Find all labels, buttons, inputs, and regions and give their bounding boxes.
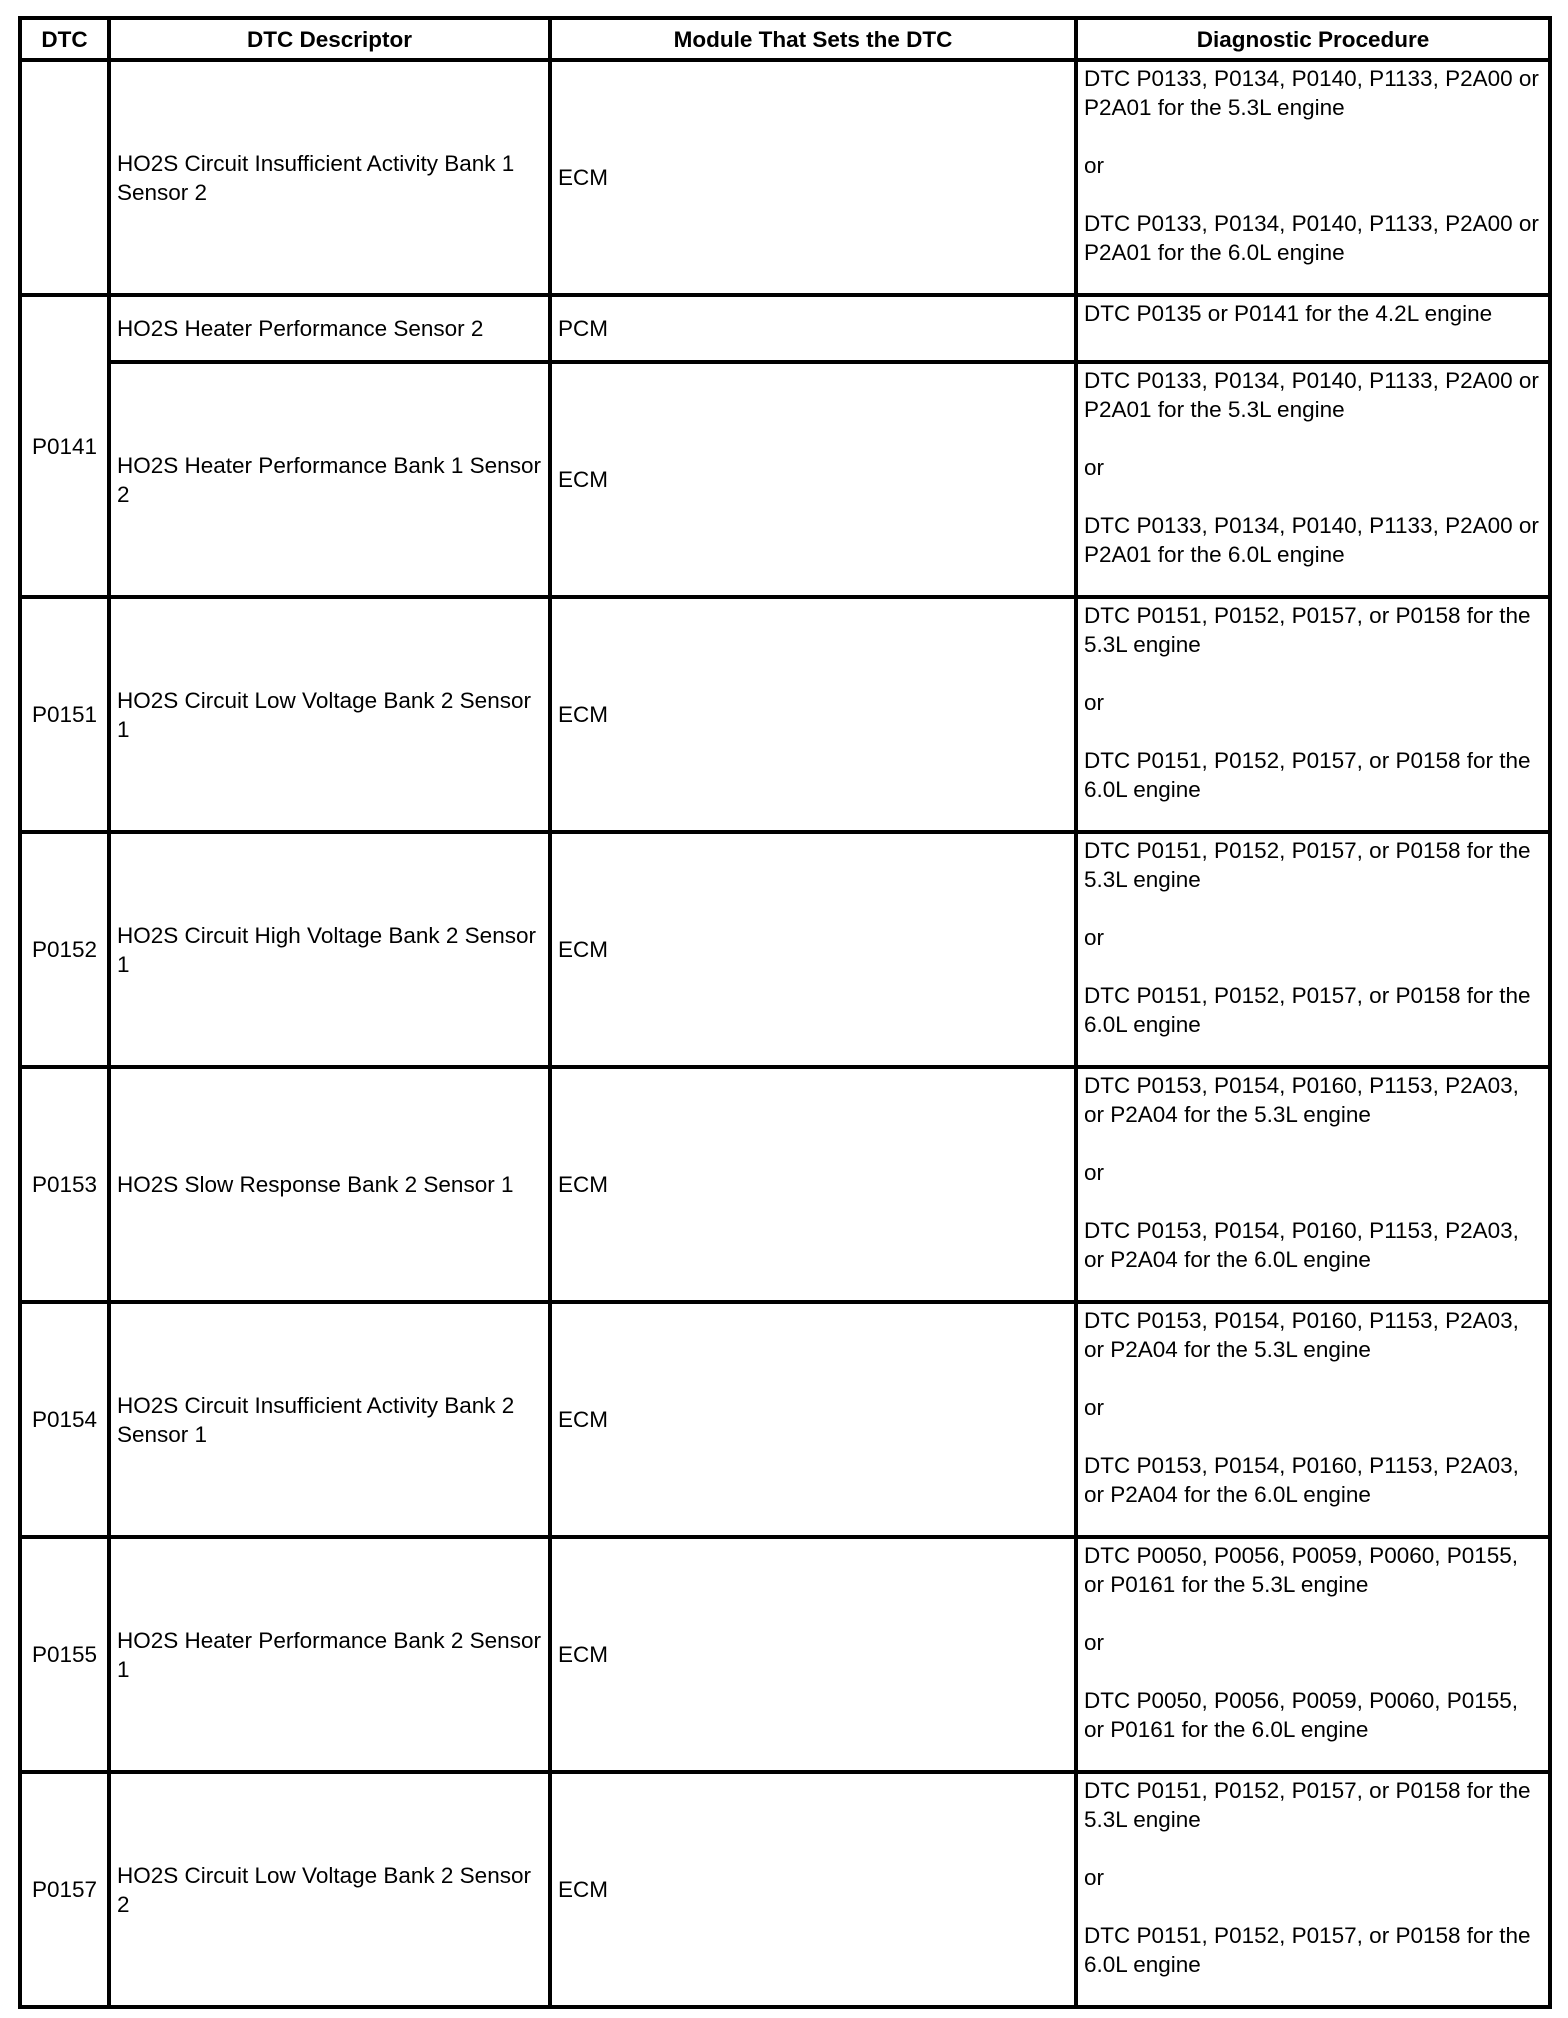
- procedure-alternate: DTC P0133, P0134, P0140, P1133, P2A00 or P2A01 for the 6.0L engine: [1084, 513, 1539, 567]
- procedure-alternate: DTC P0151, P0152, P0157, or P0158 for the 6.0L engine: [1084, 983, 1531, 1037]
- procedure-primary: DTC P0153, P0154, P0160, P1153, P2A03, or P2A04 for the 5.3L engine: [1084, 1308, 1519, 1362]
- procedure-primary: DTC P0151, P0152, P0157, or P0158 for the 5.3L engine: [1084, 603, 1531, 657]
- dtc-code: P0154: [20, 1302, 109, 1537]
- module-cell: ECM: [550, 1537, 1076, 1772]
- table-row: [20, 1772, 1550, 2007]
- dtc-code: P0141: [20, 295, 109, 597]
- module-cell: ECM: [550, 1067, 1076, 1302]
- procedure-primary: DTC P0151, P0152, P0157, or P0158 for the 5.3L engine: [1084, 1778, 1531, 1832]
- procedure-primary: DTC P0153, P0154, P0160, P1153, P2A03, or P2A04 for the 5.3L engine: [1084, 1073, 1519, 1127]
- procedure-or: or: [1084, 1395, 1105, 1420]
- module-cell: ECM: [550, 597, 1076, 832]
- procedure-alternate: DTC P0050, P0056, P0059, P0060, P0155, or P0161 for the 6.0L engine: [1084, 1688, 1519, 1742]
- dtc-code: P0152: [20, 832, 109, 1067]
- procedure-primary: DTC P0133, P0134, P0140, P1133, P2A00 or P2A01 for the 5.3L engine: [1084, 368, 1539, 422]
- dtc-code: P0155: [20, 1537, 109, 1772]
- procedure-alternate: DTC P0153, P0154, P0160, P1153, P2A03, or P2A04 for the 6.0L engine: [1084, 1453, 1519, 1507]
- diagnostic-procedure: [1076, 832, 1550, 1067]
- module-cell: ECM: [550, 362, 1076, 597]
- dtc-descriptor: HO2S Circuit Low Voltage Bank 2 Sensor 1: [109, 597, 550, 832]
- dtc-descriptor: HO2S Circuit Insufficient Activity Bank 2 Sensor 1: [109, 1302, 550, 1537]
- procedure-or: or: [1084, 1630, 1105, 1655]
- dtc-table: [18, 16, 1552, 2009]
- dtc-code: P0153: [20, 1067, 109, 1302]
- procedure-primary: DTC P0133, P0134, P0140, P1133, P2A00 or P2A01 for the 5.3L engine: [1084, 66, 1539, 120]
- diagnostic-procedure: [1076, 60, 1550, 295]
- header-module: Module That Sets the DTC: [550, 18, 1076, 60]
- header-procedure: Diagnostic Procedure: [1076, 18, 1550, 60]
- dtc-descriptor: HO2S Slow Response Bank 2 Sensor 1: [109, 1067, 550, 1302]
- diagnostic-procedure: [1076, 597, 1550, 832]
- module-cell: ECM: [550, 60, 1076, 295]
- table-row: [20, 295, 1550, 362]
- procedure-primary: DTC P0151, P0152, P0157, or P0158 for the 5.3L engine: [1084, 838, 1531, 892]
- procedure-alternate: DTC P0133, P0134, P0140, P1133, P2A00 or P2A01 for the 6.0L engine: [1084, 211, 1539, 265]
- diagnostic-procedure: [1076, 362, 1550, 597]
- diagnostic-procedure: [1076, 1302, 1550, 1537]
- module-cell: ECM: [550, 1772, 1076, 2007]
- header-row: [20, 18, 1550, 60]
- table-row: [20, 832, 1550, 1067]
- procedure-or: or: [1084, 925, 1105, 950]
- dtc-descriptor: HO2S Circuit Insufficient Activity Bank 1 Sensor 2: [109, 60, 550, 295]
- dtc-descriptor: HO2S Heater Performance Sensor 2: [109, 295, 550, 362]
- dtc-descriptor: HO2S Heater Performance Bank 2 Sensor 1: [109, 1537, 550, 1772]
- module-cell: ECM: [550, 1302, 1076, 1537]
- module-cell: ECM: [550, 832, 1076, 1067]
- header-dtc: DTC: [20, 18, 109, 60]
- table-row: [20, 1302, 1550, 1537]
- dtc-descriptor: HO2S Circuit High Voltage Bank 2 Sensor 1: [109, 832, 550, 1067]
- table-row: [20, 1537, 1550, 1772]
- procedure-or: or: [1084, 690, 1105, 715]
- table-row: [20, 597, 1550, 832]
- header-descriptor: DTC Descriptor: [109, 18, 550, 60]
- procedure-or: or: [1084, 1865, 1105, 1890]
- dtc-code: [20, 60, 109, 295]
- table-row: [20, 60, 1550, 295]
- module-cell: PCM: [550, 295, 1076, 362]
- table-row: [20, 1067, 1550, 1302]
- procedure-or: or: [1084, 455, 1105, 480]
- procedure-primary: DTC P0050, P0056, P0059, P0060, P0155, or P0161 for the 5.3L engine: [1084, 1543, 1519, 1597]
- procedure-alternate: DTC P0151, P0152, P0157, or P0158 for the 6.0L engine: [1084, 748, 1531, 802]
- dtc-code: P0151: [20, 597, 109, 832]
- dtc-code: P0157: [20, 1772, 109, 2007]
- procedure-alternate: DTC P0151, P0152, P0157, or P0158 for the 6.0L engine: [1084, 1923, 1531, 1977]
- diagnostic-procedure: [1076, 1067, 1550, 1302]
- dtc-descriptor: HO2S Heater Performance Bank 1 Sensor 2: [109, 362, 550, 597]
- diagnostic-procedure: [1076, 1772, 1550, 2007]
- diagnostic-procedure: [1076, 1537, 1550, 1772]
- table-row: [20, 362, 1550, 597]
- procedure-alternate: DTC P0153, P0154, P0160, P1153, P2A03, or P2A04 for the 6.0L engine: [1084, 1218, 1519, 1272]
- dtc-descriptor: HO2S Circuit Low Voltage Bank 2 Sensor 2: [109, 1772, 550, 2007]
- procedure-primary: DTC P0135 or P0141 for the 4.2L engine: [1084, 301, 1493, 326]
- procedure-or: or: [1084, 153, 1105, 178]
- procedure-or: or: [1084, 1160, 1105, 1185]
- diagnostic-procedure: [1076, 295, 1550, 362]
